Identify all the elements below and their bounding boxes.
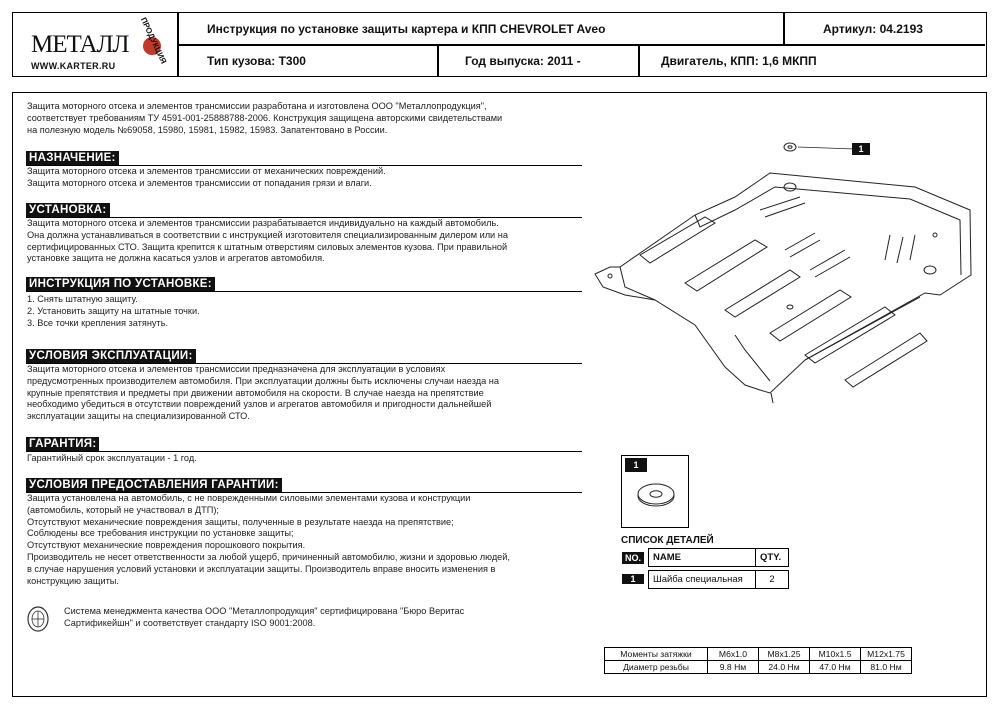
section-body-purpose: [27, 166, 386, 190]
parts-table: [620, 548, 789, 589]
intro-line: на полезную модель №69058, 15980, 15981, 15982, 15983. Запатентовано в России.: [27, 124, 388, 135]
text-line: в случае нарушения условий установки и эксплуатации защиты. Производитель вправе вносить изменения в: [27, 563, 496, 574]
skid-plate-drawing: [585, 135, 980, 410]
header-divider: [177, 44, 985, 46]
production-year: Год выпуска: 2011 -: [465, 54, 581, 68]
diagram-callout-badge: 1: [852, 143, 870, 155]
col-header-qty: QTY.: [756, 549, 789, 567]
text-line: Гарантийный срок эксплуатации - 1 год.: [27, 453, 197, 463]
section-heading-warranty-conditions: УСЛОВИЯ ПРЕДОСТАВЛЕНИЯ ГАРАНТИИ:: [26, 478, 282, 492]
row-number: 1: [622, 574, 644, 584]
torque-value: 9.8 Нм: [708, 661, 759, 674]
torque-size: M8x1.25: [759, 648, 810, 661]
row-qty: 2: [756, 571, 789, 589]
text-line: Отсутствуют механические повреждения порошкового покрытия.: [27, 540, 306, 551]
section-body-instruction: [27, 294, 200, 329]
torque-value: 81.0 Нм: [861, 661, 912, 674]
row-name: Шайба специальная: [649, 571, 756, 589]
torque-size: M10x1.5: [810, 648, 861, 661]
section-heading-installation: УСТАНОВКА:: [26, 203, 110, 217]
text-line: Сартификейшн" и соответствует стандарту ISO 9001:2008.: [64, 617, 316, 628]
section-heading-instruction: ИНСТРУКЦИЯ ПО УСТАНОВКЕ:: [26, 277, 215, 291]
text-line: Защита моторного отсека и элементов трансмиссии от механических повреждений.: [27, 166, 386, 176]
text-line: Система менеджмента качества ООО "Металлопродукция" сертифицирована "Бюро Веритас: [64, 606, 465, 616]
text-line: крупные препятствия и предметы при движении автомобиля на скорости. В случае наезда на препятствие: [27, 387, 484, 398]
parts-list-title: СПИСОК ДЕТАЛЕЙ: [621, 535, 714, 546]
text-line: 2. Установить защиту на штатные точки.: [27, 305, 200, 316]
detail-callout-badge: 1: [625, 458, 647, 472]
section-rule: [26, 291, 582, 292]
text-line: Производитель не несет ответственности за любой ущерб, причиненный автомобилю, жизни и здоровью людей,: [27, 551, 510, 562]
text-line: 3. Все точки крепления затянуть.: [27, 317, 169, 328]
text-line: Она должна устанавливаться в соответствии с инструкцией изготовителя специализированным дилером или на: [27, 229, 508, 240]
intro-line: соответствует требованиям ТУ 4591-001-25888788-2006. Конструкция защищена авторскими свидетельствами: [27, 112, 503, 123]
text-line: Защита моторного отсека и элементов трансмиссии разрабатывается индивидуально на каждый автомобиль.: [27, 218, 499, 228]
section-heading-warranty: ГАРАНТИЯ:: [26, 437, 99, 451]
company-logo: [13, 13, 177, 76]
certification-text: [64, 606, 464, 630]
text-line: необходимо убедиться в отсутствии повреждений узлов и агрегатов автомобиля и пригодности дальнейшей: [27, 399, 492, 410]
text-line: Защита моторного отсека и элементов трансмиссии предназначена для эксплуатации в условиях: [27, 364, 446, 374]
text-line: предусмотренных производителем автомобиля. При эксплуатации должны быть исключены случаи наезда на: [27, 375, 499, 386]
col-header-name: NAME: [649, 549, 756, 567]
body-type: Тип кузова: T300: [207, 54, 306, 68]
torque-table: [604, 647, 912, 674]
text-line: (автомобиль, который не участвовал в ДТП);: [27, 504, 219, 515]
table-row: [620, 571, 789, 589]
text-line: 1. Снять штатную защиту.: [27, 294, 138, 304]
header-divider: [638, 44, 640, 76]
engine-gearbox: Двигатель, КПП: 1,6 МКПП: [661, 54, 817, 68]
section-body-warranty-conditions: [27, 493, 583, 587]
document-title: Инструкция по установке защиты картера и КПП CHEVROLET Aveo: [207, 22, 606, 36]
text-line: Защита моторного отсека и элементов трансмиссии от попадания грязи и влаги.: [27, 177, 372, 188]
col-header-no: NO.: [622, 552, 644, 564]
text-line: установке защита не должна касаться узлов и агрегатов автомобиля.: [27, 253, 325, 264]
torque-size: M6x1.0: [708, 648, 759, 661]
text-line: эксплуатации защиты на специализированной СТО.: [27, 411, 250, 422]
header-block: [12, 12, 987, 77]
certification-seal-icon: [26, 605, 50, 633]
section-body-installation: [27, 218, 508, 265]
thread-label: Диаметр резьбы: [605, 661, 708, 674]
torque-label: Моменты затяжки: [605, 648, 708, 661]
section-heading-operation: УСЛОВИЯ ЭКСПЛУАТАЦИИ:: [26, 349, 196, 363]
text-line: сертифицированных СТО. Защита крепится к штатным отверстиям силовых элементов кузова. При правильной: [27, 241, 508, 252]
intro-line: Защита моторного отсека и элементов трансмиссии разработана и изготовлена ООО "Металлопродукция",: [27, 101, 487, 111]
intro-text: [27, 101, 587, 136]
table-header-row: [620, 549, 789, 567]
torque-value: 24.0 Нм: [759, 661, 810, 674]
header-divider: [437, 44, 439, 76]
logo-text: МЕТАЛЛ: [31, 31, 129, 58]
text-line: Соблюдены все требования инструкции по установке защиты;: [27, 528, 294, 539]
table-row: [605, 661, 912, 674]
section-body-warranty: [27, 453, 197, 465]
text-line: конструкцию защиты.: [27, 575, 119, 586]
section-heading-purpose: НАЗНАЧЕНИЕ:: [26, 151, 119, 165]
text-line: Защита установлена на автомобиль, с не поврежденными силовыми элементами кузова и конструкции: [27, 493, 471, 503]
washer-icon: [631, 478, 681, 512]
text-line: Отсутствуют механические повреждения защиты, полученные в результате наезда на препятствие;: [27, 516, 454, 527]
section-body-operation: [27, 364, 583, 423]
torque-value: 47.0 Нм: [810, 661, 861, 674]
section-rule: [26, 451, 582, 452]
logo-url: WWW.KARTER.RU: [31, 61, 116, 71]
header-divider: [783, 13, 785, 45]
table-row: [605, 648, 912, 661]
logo-vertical-text: ПРОДУКЦИЯ: [138, 16, 169, 66]
torque-size: M12x1.75: [861, 648, 912, 661]
article-number: Артикул: 04.2193: [823, 22, 923, 36]
